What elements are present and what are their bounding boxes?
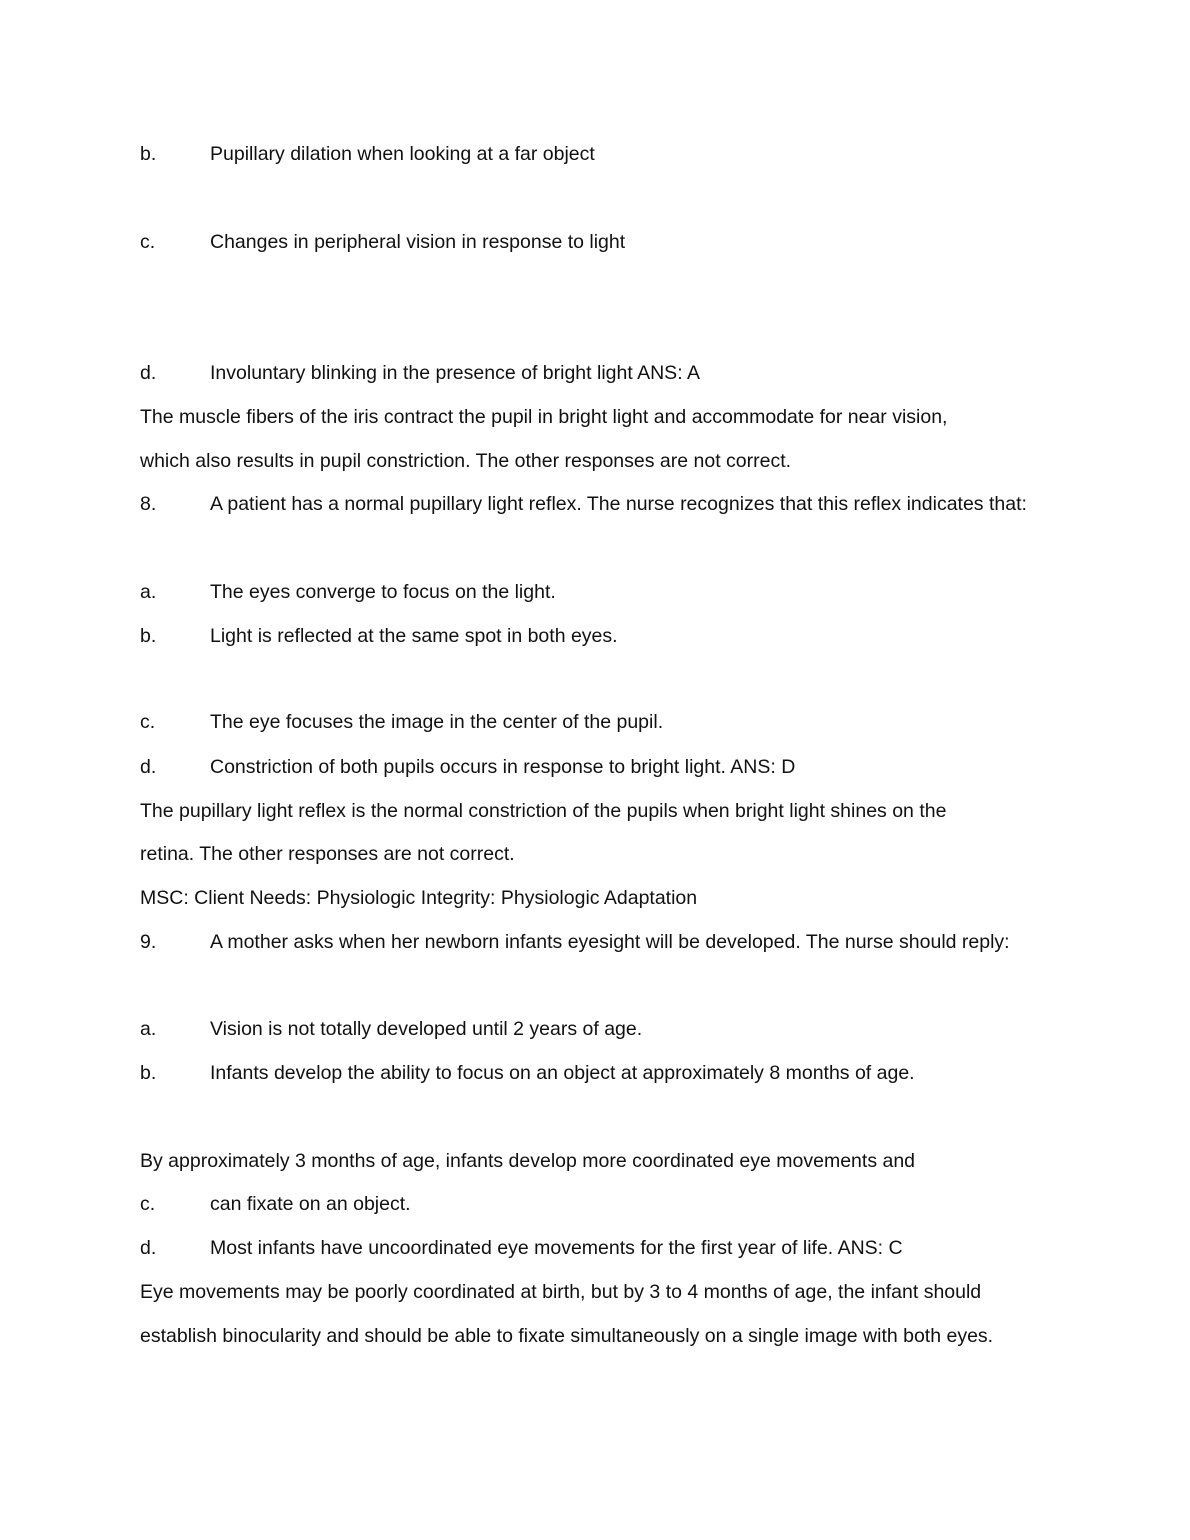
list-item-marker: b. <box>140 1062 157 1084</box>
rationale-text: Eye movements may be poorly coordinated at birth, but by 3 to 4 months of age, the infant should <box>140 1281 982 1303</box>
list-item-text: Involuntary blinking in the presence of bright light ANS: A <box>210 362 700 384</box>
body-text: By approximately 3 months of age, infants develop more coordinated eye movements and <box>140 1150 916 1172</box>
list-item-text: can fixate on an object. <box>210 1193 411 1215</box>
list-item-text: Vision is not totally developed until 2 years of age. <box>210 1018 643 1040</box>
list-item-marker: a. <box>140 581 157 603</box>
rationale-text: establish binocularity and should be able to fixate simultaneously on a single image with both eyes. <box>140 1325 994 1347</box>
rationale-text: retina. The other responses are not correct. <box>140 843 515 865</box>
list-item-marker: d. <box>140 756 157 778</box>
list-item-marker: c. <box>140 711 156 733</box>
list-item-marker: d. <box>140 362 157 384</box>
question-text: A patient has a normal pupillary light reflex. The nurse recognizes that this reflex indicates that: <box>210 493 1027 515</box>
list-item-text: Light is reflected at the same spot in both eyes. <box>210 625 618 647</box>
rationale-text: which also results in pupil constriction. The other responses are not correct. <box>140 450 792 472</box>
question-number: 9. <box>140 931 157 953</box>
list-item-text: The eye focuses the image in the center of the pupil. <box>210 711 664 733</box>
list-item-text: Infants develop the ability to focus on an object at approximately 8 months of age. <box>210 1062 915 1084</box>
rationale-text: The pupillary light reflex is the normal constriction of the pupils when bright light shines on the <box>140 800 947 822</box>
list-item-marker: a. <box>140 1018 157 1040</box>
list-item-marker: c. <box>140 1193 156 1215</box>
list-item-text: Pupillary dilation when looking at a far object <box>210 143 595 165</box>
question-text: A mother asks when her newborn infants eyesight will be developed. The nurse should reply: <box>210 931 1010 953</box>
list-item-marker: b. <box>140 625 157 647</box>
list-item-marker: c. <box>140 231 156 253</box>
msc-text: MSC: Client Needs: Physiologic Integrity: Physiologic Adaptation <box>140 887 698 909</box>
rationale-text: The muscle fibers of the iris contract the pupil in bright light and accommodate for near vision, <box>140 406 948 428</box>
list-item-text: Changes in peripheral vision in response to light <box>210 231 626 253</box>
list-item-marker: d. <box>140 1237 157 1259</box>
list-item-text: The eyes converge to focus on the light. <box>210 581 556 603</box>
list-item-text: Most infants have uncoordinated eye movements for the first year of life. ANS: C <box>210 1237 903 1259</box>
list-item-text: Constriction of both pupils occurs in response to bright light. ANS: D <box>210 756 796 778</box>
list-item-marker: b. <box>140 143 157 165</box>
question-number: 8. <box>140 493 157 515</box>
